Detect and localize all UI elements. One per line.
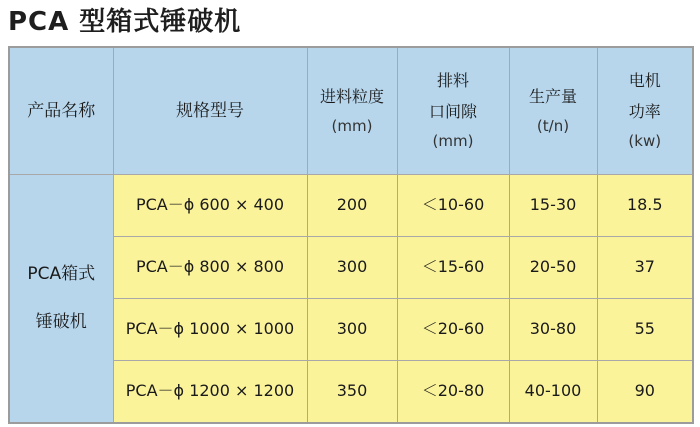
- table-row: [9, 175, 693, 237]
- cell-model: PCA－ϕ 1200 × 1200: [113, 361, 307, 424]
- header-motor-power: 电机 功率 (kw): [597, 47, 693, 175]
- cell-model: PCA－ϕ 1000 × 1000: [113, 299, 307, 361]
- cell-capacity: 30-80: [509, 299, 597, 361]
- cell-feed-size: 350: [307, 361, 397, 424]
- page-title: PCA 型箱式锤破机: [8, 7, 242, 37]
- table-header-row: [9, 47, 693, 175]
- spec-table: [8, 46, 694, 424]
- cell-motor-power: 37: [597, 237, 693, 299]
- cell-feed-size: 300: [307, 237, 397, 299]
- cell-discharge-gap: ＜10-60: [397, 175, 509, 237]
- cell-model: PCA－ϕ 800 × 800: [113, 237, 307, 299]
- header-product-name: 产品名称: [9, 47, 113, 175]
- header-model: 规格型号: [113, 47, 307, 175]
- header-capacity: 生产量 (t/n): [509, 47, 597, 175]
- product-name-cell: PCA箱式 锤破机: [9, 175, 113, 424]
- cell-discharge-gap: ＜20-60: [397, 299, 509, 361]
- cell-model: PCA－ϕ 600 × 400: [113, 175, 307, 237]
- cell-capacity: 15-30: [509, 175, 597, 237]
- cell-discharge-gap: ＜20-80: [397, 361, 509, 424]
- cell-motor-power: 18.5: [597, 175, 693, 237]
- cell-capacity: 20-50: [509, 237, 597, 299]
- cell-feed-size: 300: [307, 299, 397, 361]
- cell-discharge-gap: ＜15-60: [397, 237, 509, 299]
- header-discharge-gap: 排料 口间隙 (mm): [397, 47, 509, 175]
- cell-motor-power: 90: [597, 361, 693, 424]
- cell-capacity: 40-100: [509, 361, 597, 424]
- cell-motor-power: 55: [597, 299, 693, 361]
- header-feed-size: 进料粒度 (mm): [307, 47, 397, 175]
- cell-feed-size: 200: [307, 175, 397, 237]
